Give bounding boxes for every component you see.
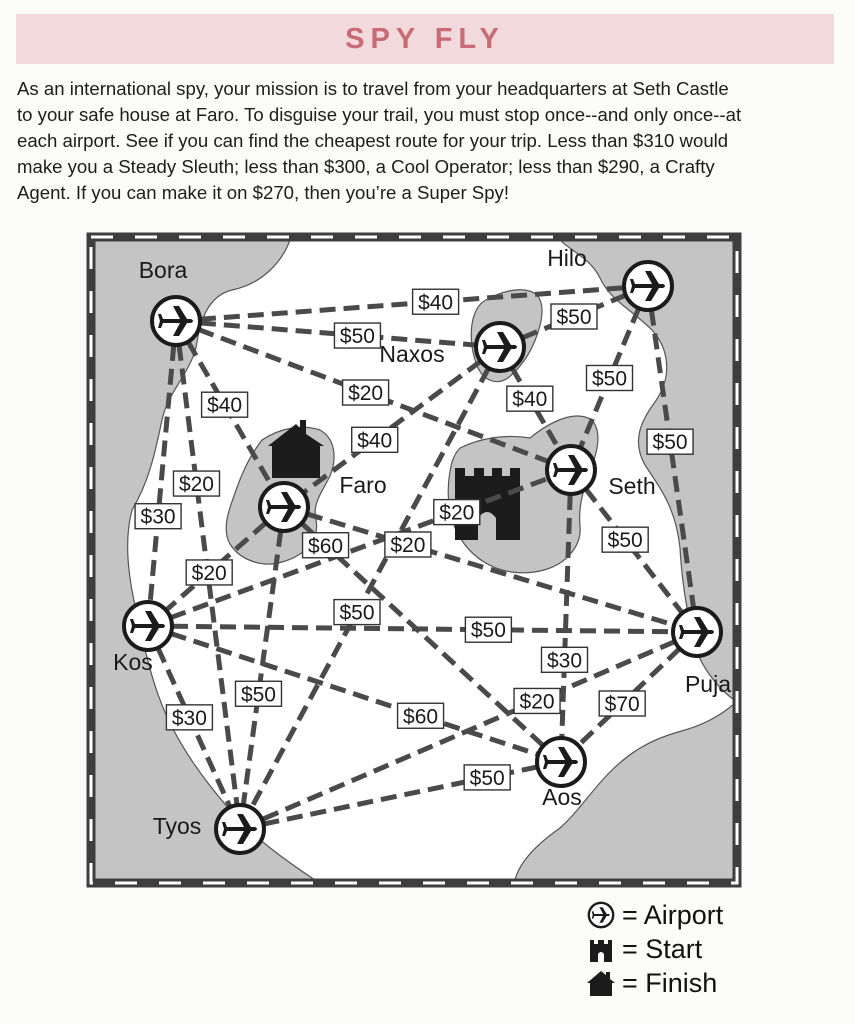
route-cost: $50 <box>339 325 375 349</box>
route-cost: $50 <box>607 529 643 553</box>
route-cost: $50 <box>469 766 505 790</box>
route-cost-label <box>507 386 553 411</box>
airport-aos <box>537 738 585 810</box>
legend-start <box>586 932 846 966</box>
instruction-line: Agent. If you can make it on $270, then you’re a Super Spy! <box>17 182 510 203</box>
route-cost: $20 <box>439 501 475 525</box>
airport-name: Faro <box>339 472 387 498</box>
instruction-line: make you a Steady Sleuth; less than $300, a Cool Operator; less than $290, a Crafty <box>17 156 715 177</box>
route-cost-label <box>135 504 181 529</box>
route-cost: $60 <box>308 534 344 558</box>
route-cost: $20 <box>390 534 426 557</box>
route-cost-label <box>166 705 212 730</box>
airport-name: Puja <box>684 671 732 697</box>
route-cost: $40 <box>418 291 454 315</box>
route-cost-label <box>352 427 398 452</box>
airport-name: Bora <box>138 257 188 283</box>
route-cost: $50 <box>556 306 592 329</box>
legend-airport-label: = Airport <box>622 899 724 930</box>
route-cost-label <box>173 471 219 496</box>
route-cost-label <box>542 647 588 672</box>
route-cost: $40 <box>512 388 548 412</box>
route-cost: $50 <box>591 367 628 391</box>
route-cost-label <box>551 304 597 329</box>
route-cost-label <box>202 392 248 417</box>
legend-finish-label: = Finish <box>622 967 718 998</box>
house-icon <box>586 968 616 998</box>
route-cost: $20 <box>191 561 227 585</box>
route-cost-label <box>587 366 633 391</box>
route-cost: $60 <box>403 705 439 729</box>
airport-name: Kos <box>113 649 153 675</box>
route-cost: $20 <box>348 382 384 406</box>
route-cost-label <box>413 289 459 314</box>
route-cost: $30 <box>546 649 583 673</box>
airport-name: Hilo <box>547 245 587 271</box>
route-cost: $20 <box>178 473 215 497</box>
airport-name: Tyos <box>152 813 202 839</box>
legend-start-label: = Start <box>622 933 703 964</box>
route-cost-label <box>385 532 431 557</box>
route-cost-label <box>343 380 389 405</box>
route-cost: $20 <box>519 690 555 714</box>
route-cost: $50 <box>652 431 688 455</box>
route-cost-label <box>434 500 480 525</box>
airport-name: Aos <box>542 784 582 810</box>
route-cost: $30 <box>171 706 207 730</box>
route-cost: $70 <box>604 693 640 716</box>
legend-finish <box>586 966 846 1000</box>
castle-icon <box>586 934 616 964</box>
route-cost: $40 <box>357 429 393 453</box>
airport-icon <box>586 900 616 930</box>
instruction-line: As an international spy, your mission is to travel from your headquarters at Seth Castle <box>17 78 729 99</box>
route-cost-label <box>599 691 645 716</box>
route-cost-label <box>602 527 648 552</box>
route-cost-label <box>334 323 380 348</box>
instruction-line: each airport. See if you can find the cheapest route for your trip. Less than $310 would <box>17 130 729 151</box>
route-cost-label <box>514 688 560 713</box>
route-cost-label <box>647 429 693 454</box>
page-title: SPY FLY <box>345 22 505 55</box>
route-cost: $50 <box>240 683 277 707</box>
route-cost-label <box>465 617 511 642</box>
route-cost-label <box>303 533 349 558</box>
route-cost: $50 <box>470 619 506 643</box>
airport-name: Seth <box>608 473 656 499</box>
route-cost-label <box>235 681 281 706</box>
route-cost-label <box>464 765 510 790</box>
airport-name: Naxos <box>379 341 445 367</box>
legend-airport <box>586 898 846 932</box>
route-cost: $30 <box>140 505 176 529</box>
instruction-line: to your safe house at Faro. To disguise your trail, you must stop once--and only once--at <box>17 104 742 125</box>
route-cost: $50 <box>339 601 375 625</box>
route-cost-label <box>186 560 232 585</box>
route-cost-label <box>398 703 444 728</box>
route-cost: $40 <box>207 394 243 418</box>
route-cost-label <box>334 600 380 625</box>
legend <box>586 898 846 1000</box>
